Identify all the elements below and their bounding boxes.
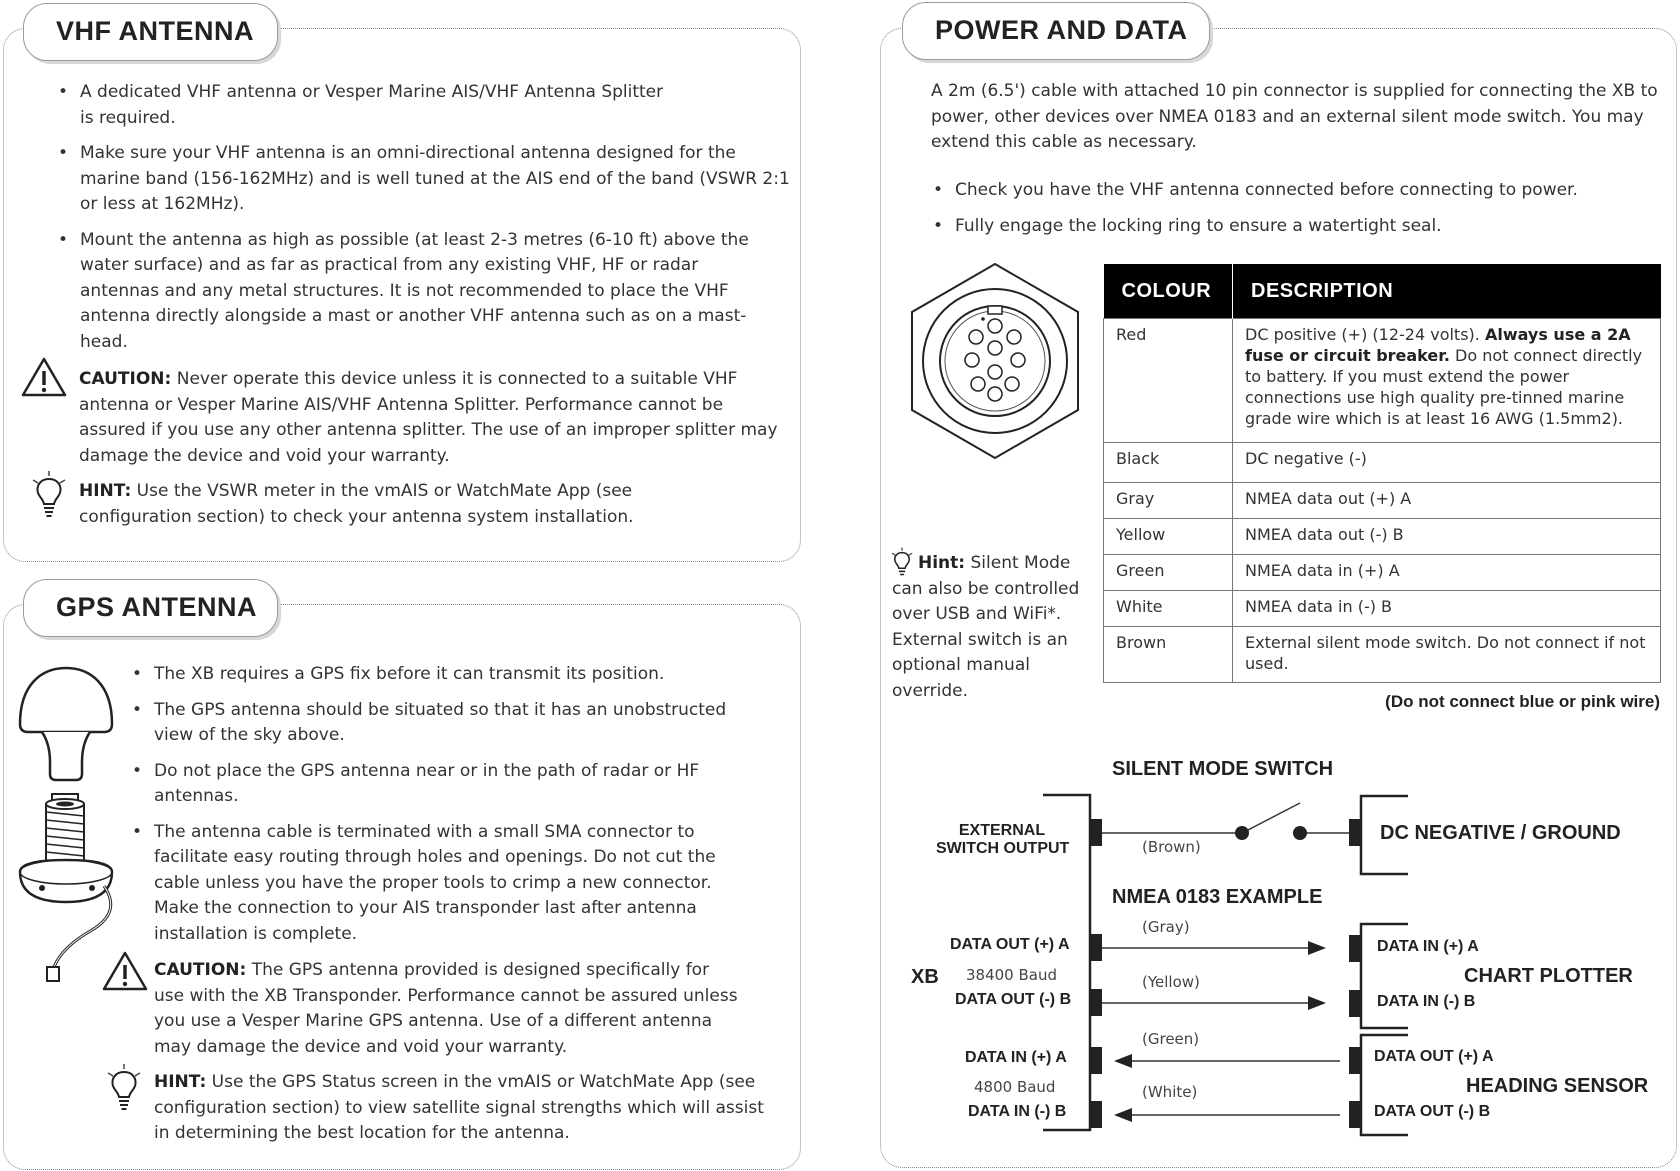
data-in-a-label: DATA IN (+) A bbox=[965, 1049, 1067, 1066]
wiring-table bbox=[1103, 264, 1661, 683]
yellow-wire-label: (Yellow) bbox=[1142, 973, 1200, 991]
cell-colour: Gray bbox=[1104, 483, 1233, 519]
caution-text: The GPS antenna provided is designed specifically for use with the XB Transponder. Performance cannot be assured unless you use a Vesper Marine GPS antenna. Use of a different antenna may damage the device and void your warranty. bbox=[154, 960, 738, 1057]
connector-illustration bbox=[900, 262, 1090, 462]
gps-antenna-illustration bbox=[12, 662, 120, 987]
cell-colour: Green bbox=[1104, 555, 1233, 591]
gray-wire-label: (Gray) bbox=[1142, 918, 1190, 936]
header-description: DESCRIPTION bbox=[1233, 264, 1661, 319]
table-note: (Do not connect blue or pink wire) bbox=[1385, 692, 1660, 711]
list-item: • The GPS antenna should be situated so that it has an unobstructed view of the sky above. bbox=[130, 698, 754, 749]
red-desc-bold: Always use a 2A fuse or circuit breaker. bbox=[1245, 325, 1631, 365]
list-item: • Fully engage the locking ring to ensure a watertight seal. bbox=[931, 214, 1666, 240]
list-item: • A dedicated VHF antenna or Vesper Marine AIS/VHF Antenna Splitter is required. bbox=[56, 80, 680, 131]
white-wire-label: (White) bbox=[1142, 1083, 1198, 1101]
table-row bbox=[1104, 483, 1661, 519]
power-intro: A 2m (6.5') cable with attached 10 pin connector is supplied for connecting the XB to power, other devices over NMEA 0183 and an external silent mode switch. You may extend this cable as necessary. bbox=[931, 81, 1658, 152]
warning-icon bbox=[101, 950, 149, 992]
data-in-b-label: DATA IN (-) B bbox=[968, 1103, 1067, 1120]
table-row bbox=[1104, 319, 1661, 443]
cell-colour: Red bbox=[1104, 319, 1233, 443]
power-bullets bbox=[931, 178, 1666, 249]
dc-negative-label: DC NEGATIVE / GROUND bbox=[1380, 822, 1621, 844]
table-row bbox=[1104, 591, 1661, 627]
cell-description: External silent mode switch. Do not connect if not used. bbox=[1233, 627, 1661, 683]
power-hint bbox=[892, 551, 1098, 704]
cell-description: NMEA data in (-) B bbox=[1233, 591, 1661, 627]
chart-plotter-label: CHART PLOTTER bbox=[1464, 965, 1633, 987]
cell-description: NMEA data out (-) B bbox=[1233, 519, 1661, 555]
xb-label: XB bbox=[911, 966, 939, 988]
data-out-b-label: DATA OUT (-) B bbox=[955, 991, 1072, 1008]
lightbulb-icon bbox=[105, 1063, 143, 1111]
table-header-row bbox=[1104, 264, 1661, 319]
list-item: • Mount the antenna as high as possible (at least 2-3 metres (6-10 ft) above the water surface) and as far as practical from any existing VHF, HF or radar antennas and any metal structures. It is not recommended to place the VHF antenna directly alongside a mast or another VHF antenna such as on a mast-head. bbox=[56, 228, 770, 356]
gps-caution bbox=[154, 958, 744, 1060]
table-row bbox=[1104, 627, 1661, 683]
cell-description: NMEA data in (+) A bbox=[1233, 555, 1661, 591]
list-item: • The antenna cable is terminated with a small SMA connector to facilitate easy routing through holes and openings. Do not cut the cable unless you have the proper tools to crimp a new connector. Make the connection to your AIS transponder last after antenna installation is complete. bbox=[130, 820, 759, 948]
cell-colour: Brown bbox=[1104, 627, 1233, 683]
brown-wire-label: (Brown) bbox=[1142, 838, 1201, 856]
hs-data-out-a-label: DATA OUT (+) A bbox=[1374, 1048, 1494, 1065]
hint-label: HINT: bbox=[154, 1072, 207, 1092]
lightbulb-icon bbox=[30, 470, 68, 518]
cp-data-in-b-label: DATA IN (-) B bbox=[1377, 993, 1476, 1010]
gps-hint bbox=[154, 1070, 764, 1147]
cell-colour: Black bbox=[1104, 443, 1233, 483]
baud-in-label: 4800 Baud bbox=[974, 1078, 1056, 1096]
hs-data-out-b-label: DATA OUT (-) B bbox=[1374, 1103, 1491, 1120]
list-item: • Check you have the VHF antenna connected before connecting to power. bbox=[931, 178, 1666, 204]
cp-data-in-a-label: DATA IN (+) A bbox=[1377, 938, 1479, 955]
table-row bbox=[1104, 519, 1661, 555]
red-desc-2: Do not connect directly to battery. If you must extend the power connections use high quality pre-tinned marine grade wire which is at least 16 AWG (1.5mm2). bbox=[1245, 346, 1643, 428]
cell-colour: Yellow bbox=[1104, 519, 1233, 555]
warning-icon bbox=[20, 356, 68, 398]
external-switch-line2: SWITCH OUTPUT bbox=[936, 840, 1070, 857]
heading-sensor-label: HEADING SENSOR bbox=[1466, 1075, 1649, 1097]
vhf-title: VHF ANTENNA bbox=[23, 3, 278, 61]
external-switch-line1: EXTERNAL bbox=[958, 822, 1046, 839]
gps-title: GPS ANTENNA bbox=[23, 579, 278, 637]
vhf-bullets bbox=[56, 80, 791, 365]
red-desc-1: DC positive (+) (12-24 volts). bbox=[1245, 325, 1485, 344]
vhf-hint bbox=[79, 479, 719, 530]
list-item: • The XB requires a GPS fix before it can transmit its position. bbox=[130, 662, 770, 688]
list-item: • Do not place the GPS antenna near or in the path of radar or HF antennas. bbox=[130, 759, 734, 810]
hint-text: Use the VSWR meter in the vmAIS or WatchMate App (see configuration section) to check your antenna system installation. bbox=[79, 481, 634, 527]
caution-label: CAUTION: bbox=[79, 369, 172, 389]
list-item: • Make sure your VHF antenna is an omni-directional antenna designed for the marine band (156-162MHz) and is well tuned at the AIS end of the band (VSWR 2:1 or less at 162MHz). bbox=[56, 141, 791, 218]
silent-mode-title: SILENT MODE SWITCH bbox=[1112, 758, 1334, 780]
table-row bbox=[1104, 555, 1661, 591]
cell-description: DC negative (-) bbox=[1233, 443, 1661, 483]
nmea-title: NMEA 0183 EXAMPLE bbox=[1112, 886, 1323, 908]
cell-colour: White bbox=[1104, 591, 1233, 627]
caution-text: Never operate this device unless it is connected to a suitable VHF antenna or Vesper Marine AIS/VHF Antenna Splitter. Performance cannot be assured if you use any other antenna splitter. The use of an improper splitter may damage the device and void your warranty. bbox=[79, 369, 778, 466]
power-title: POWER AND DATA bbox=[902, 2, 1210, 60]
header-colour: COLOUR bbox=[1104, 264, 1233, 319]
hint-text: Use the GPS Status screen in the vmAIS or WatchMate App (see configuration section) to view satellite signal strengths which will assist in determining the best location for the antenna. bbox=[154, 1072, 764, 1143]
baud-out-label: 38400 Baud bbox=[966, 966, 1057, 984]
vhf-caution bbox=[79, 367, 784, 469]
hint-label: Hint: bbox=[918, 553, 966, 573]
green-wire-label: (Green) bbox=[1142, 1030, 1200, 1048]
hint-text: Silent Mode can also be controlled over USB and WiFi*. External switch is an optional manual override. bbox=[892, 553, 1080, 701]
cell-description bbox=[1233, 319, 1661, 443]
caution-label: CAUTION: bbox=[154, 960, 247, 980]
data-out-a-label: DATA OUT (+) A bbox=[950, 936, 1070, 953]
gps-bullets bbox=[130, 662, 770, 957]
hint-label: HINT: bbox=[79, 481, 132, 501]
table-row bbox=[1104, 443, 1661, 483]
external-switch-label bbox=[936, 822, 1068, 858]
cell-description: NMEA data out (+) A bbox=[1233, 483, 1661, 519]
